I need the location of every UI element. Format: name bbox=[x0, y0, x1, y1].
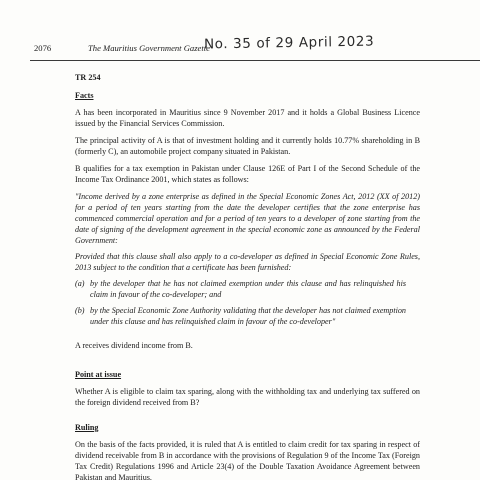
issue-text: Whether A is eligible to claim tax sparing, along with the withholding tax and underlying tax suffered on the foreign dividend received from B? bbox=[75, 387, 420, 407]
condition-text: by the developer that he has not claimed exemption under this clause and has relinquished his claim in favour of the co-developer; and bbox=[90, 279, 406, 299]
facts-paragraph-2: The principal activity of A is that of investment holding and it currently holds 10.77% shareholding in B (formerly C), an automobile project company situated in Pakistan. bbox=[75, 136, 420, 156]
ruling-reference: TR 254 bbox=[75, 73, 101, 82]
condition-text: by the Special Economic Zone Authority validating that the developer has not claimed exemption under this clause and has relinquished claim in favour of the co-developer" bbox=[90, 306, 406, 326]
ruling-heading: Ruling bbox=[75, 423, 99, 432]
quoted-proviso: Provided that this clause shall also apply to a co-developer as defined in Special Economic Zone Rules, 2013 subject to the condition that a certificate has been furnished: bbox=[75, 252, 420, 272]
facts-heading: Facts bbox=[75, 91, 94, 100]
facts-paragraph-3: B qualifies for a tax exemption in Pakistan under Clause 126E of Part I of the Second Schedule of the Income Tax Ordinance 2001, which states as follows: bbox=[75, 164, 420, 184]
condition-label: (b) bbox=[75, 306, 85, 315]
handwritten-issue-note: No. 35 of 29 April 2023 bbox=[203, 33, 375, 53]
dividend-statement: A receives dividend income from B. bbox=[75, 341, 193, 350]
issue-heading: Point at issue bbox=[75, 370, 122, 379]
ruling-text: On the basis of the facts provided, it is ruled that A is entitled to claim credit for tax sparing in respect of dividend receivable from B in accordance with the provisions of Regulation 9 of the Income Tax (Foreign Tax Credit) Regulations 1996 and Article 23(4) of the Double Taxation Avoidance Agreement between Pakistan and Mauritius. bbox=[75, 440, 420, 482]
page-number: 2076 bbox=[34, 43, 52, 53]
page-header bbox=[34, 33, 480, 62]
facts-paragraph-1: A has been incorporated in Mauritius since 9 November 2017 and it holds a Global Business Licence issued by the Financial Services Commission. bbox=[75, 108, 420, 128]
quoted-condition-a bbox=[75, 278, 420, 300]
spacer bbox=[75, 332, 420, 340]
header-rule bbox=[30, 60, 480, 61]
condition-label: (a) bbox=[75, 279, 85, 288]
spacer bbox=[75, 414, 420, 422]
spacer bbox=[75, 357, 420, 369]
quoted-clause: "Income derived by a zone enterprise as defined in the Special Economic Zones Act, 2012 (XX of 2012) for a period of ten years starting from the date the developer certifies that the zone enterprise has commenced commercial operation and for a period of ten years to a developer of zone starting from the date of signing of the development agreement in the special economic zone as announced by the Federal Government: bbox=[75, 192, 420, 245]
ruling-body bbox=[75, 72, 420, 489]
quoted-condition-b bbox=[75, 305, 420, 327]
gazette-title: The Mauritius Government Gazette bbox=[88, 43, 210, 53]
